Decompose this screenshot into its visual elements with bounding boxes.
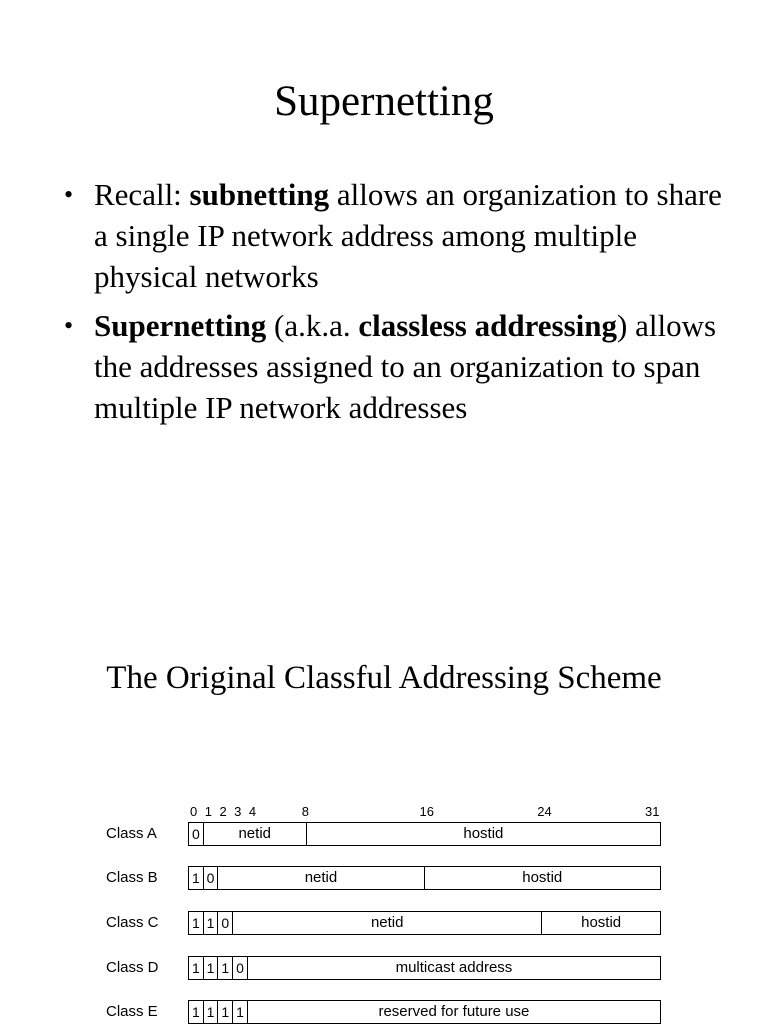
class-label: Class A [106,825,157,842]
address-field-cell: reserved for future use [378,1003,530,1020]
address-layout-box [188,911,661,935]
prefix-bit-cell: 0 [218,912,233,934]
bullet-dot-icon: • [64,311,74,340]
address-field-cell: hostid [463,825,504,842]
address-field-cell: netid [204,823,307,845]
bit-tick-label: 4 [248,804,257,819]
prefix-bit-cell: 1 [218,1001,233,1023]
class-row [100,866,670,890]
class-row [100,822,670,846]
class-label: Class D [106,959,159,976]
class-label: Class B [106,869,158,886]
prefix-bit-cell: 1 [189,867,204,889]
bit-tick-label: 31 [645,804,660,819]
prefix-bit-cell: 0 [189,823,204,845]
prefix-bit-cell: 1 [233,1001,248,1023]
classless-term: classless addressing [358,308,618,343]
class-row [100,1000,670,1024]
bit-tick-label: 16 [419,804,434,819]
bullet-list [64,174,724,436]
bullet-dot-icon: • [64,180,74,209]
class-row [100,911,670,935]
prefix-bit-cell: 0 [204,867,219,889]
class-label: Class C [106,914,159,931]
figure-title: The Original Classful Addressing Scheme [106,660,662,696]
address-field-cell: multicast address [395,959,513,976]
prefix-bit-cell: 1 [189,957,204,979]
recall-prefix: Recall: [94,177,190,212]
bit-tick-label: 24 [537,804,552,819]
prefix-bit-cell: 1 [189,1001,204,1023]
address-layout-box [188,822,661,846]
prefix-bit-cell: 1 [204,912,219,934]
subnetting-description: allows an organization to share a single IP network address among multiple physical networks [94,177,722,294]
supernetting-term: Supernetting [94,308,267,343]
prefix-bit-cell: 1 [204,957,219,979]
address-layout-box [188,956,661,980]
bit-tick-label: 2 [219,804,227,819]
classful-addressing-diagram [100,802,670,1024]
slide-title: Supernetting [274,78,494,125]
subnetting-term: subnetting [189,177,330,212]
class-row [100,956,670,980]
address-field-cell: netid [233,912,542,934]
aka-close: ) [617,308,628,343]
prefix-bit-cell: 0 [233,957,248,979]
prefix-bit-cell: 1 [218,957,233,979]
address-layout-box [188,866,661,890]
supernetting-description: allows the addresses assigned to an organization to span multiple IP network addresses [94,308,717,425]
bit-tick-label: 8 [301,804,309,819]
prefix-bit-cell: 1 [204,1001,219,1023]
class-label: Class E [106,1003,158,1020]
bit-tick-label: 0 [190,804,198,819]
address-layout-box [188,1000,661,1024]
bit-tick-label: 3 [234,804,242,819]
bit-tick-label: 1 [204,804,212,819]
address-field-cell: hostid [581,914,622,931]
prefix-bit-cell: 1 [189,912,204,934]
bullet-item-subnetting [64,174,724,297]
bullet-item-supernetting [64,305,724,428]
address-field-cell: hostid [522,869,563,886]
address-field-cell: netid [218,867,424,889]
aka-open: (a.k.a. [266,308,359,343]
